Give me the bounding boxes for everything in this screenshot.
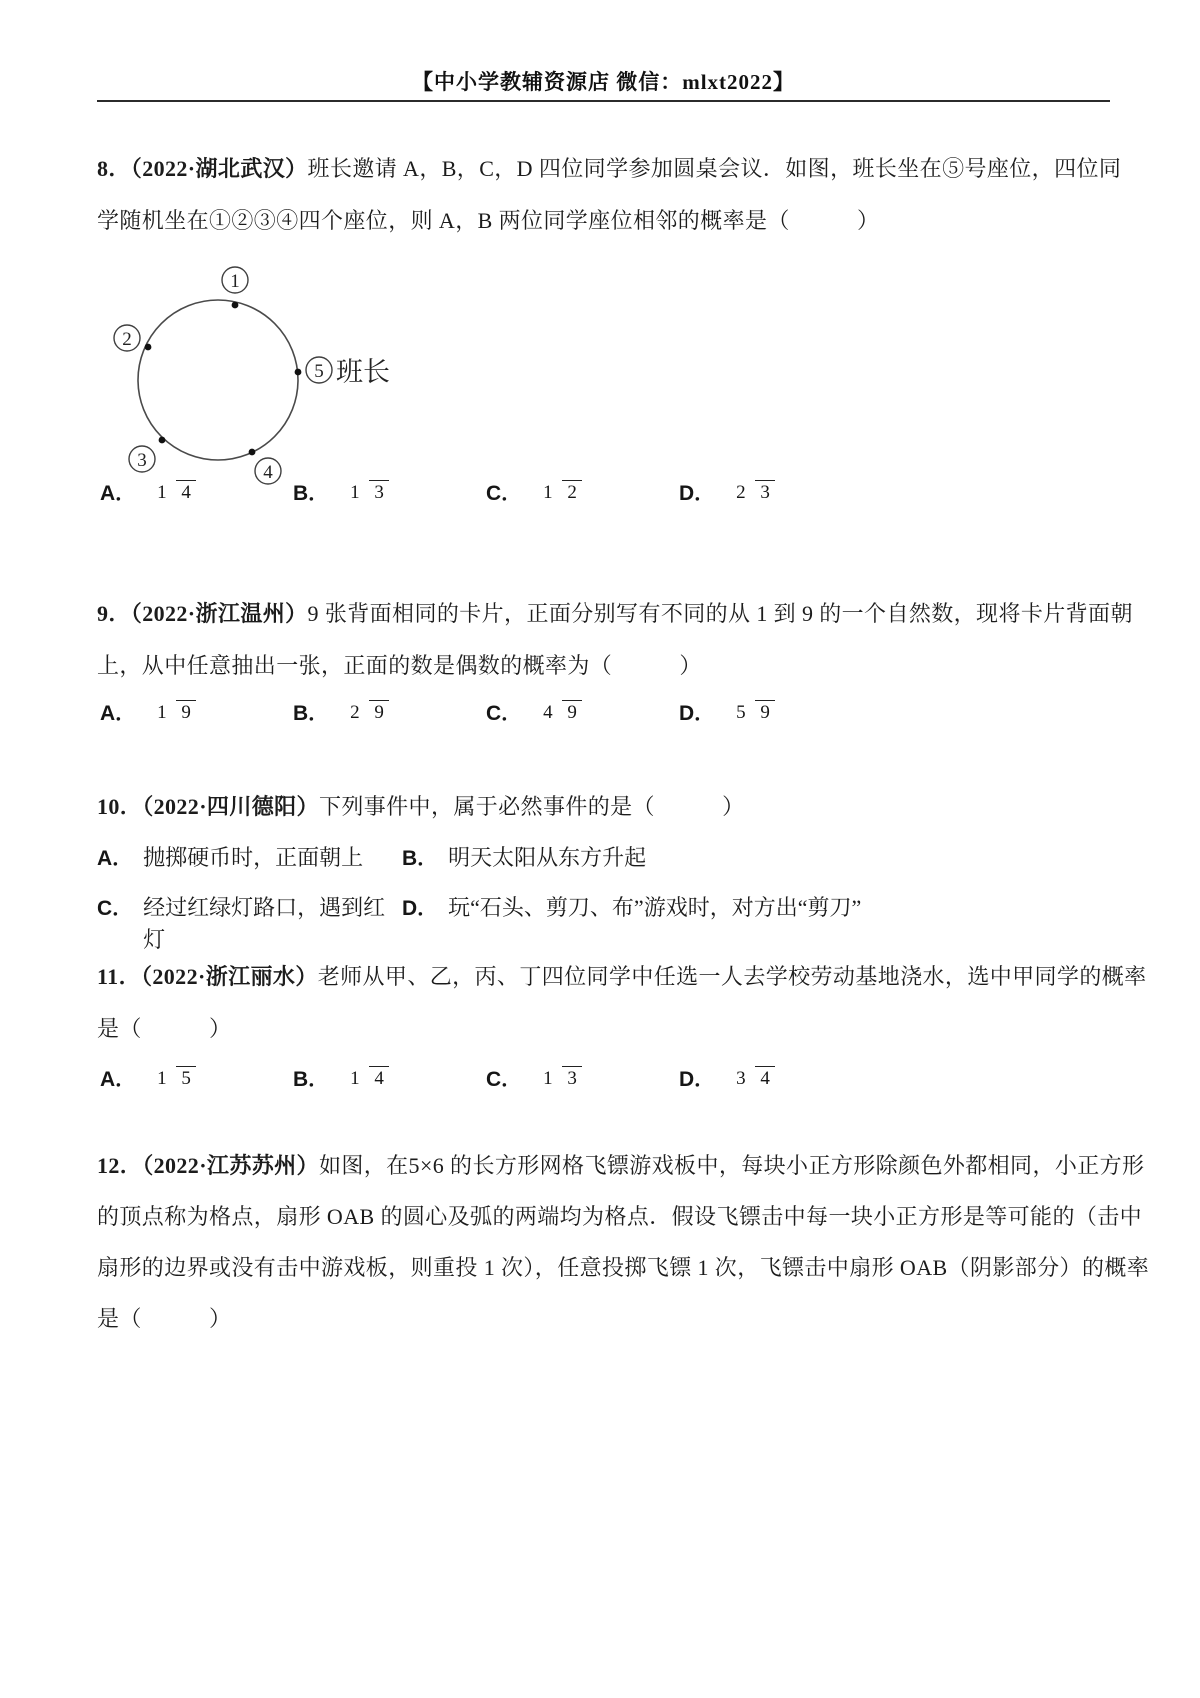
- fraction-denominator: 9: [562, 700, 582, 723]
- question-11-prefix: 11．（2022·浙江丽水）: [97, 964, 318, 989]
- question-11: [97, 951, 1147, 1055]
- q11-option-b-letter: B．: [293, 1068, 330, 1091]
- seat-dot-4: [249, 449, 256, 456]
- question-12-line1: [97, 1140, 1145, 1191]
- question-11-text: 老师从甲、乙，丙、丁四位同学中任选一人去学校劳动基地浇水，选中甲同学的概率: [317, 964, 1147, 989]
- question-10-options-ab: [97, 842, 1110, 875]
- q10-option-d-text: 玩“石头、剪刀、布”游戏时，对方出“剪刀”: [448, 895, 862, 920]
- fraction-numerator: 1: [543, 1067, 553, 1089]
- question-10: [97, 786, 1110, 828]
- fraction-denominator: 9: [755, 700, 775, 723]
- fraction: [345, 702, 389, 723]
- fraction-numerator: 2: [736, 481, 746, 503]
- fraction-numerator: 1: [157, 1067, 167, 1089]
- fraction-numerator: 1: [543, 481, 553, 503]
- question-10-text: 下列事件中，属于必然事件的是（ ）: [318, 794, 745, 819]
- fraction-numerator: 5: [736, 701, 746, 723]
- question-8-line1: [97, 143, 1122, 195]
- fraction: [152, 482, 196, 503]
- q10-option-b-letter: B．: [402, 847, 439, 870]
- fraction-denominator: 2: [562, 480, 582, 503]
- seat-dot-3: [159, 437, 166, 444]
- q10-option-a-text: 抛掷硬币时，正面朝上: [143, 845, 364, 870]
- q10-option-c-text: 经过红绿灯路口，遇到红灯: [143, 895, 386, 952]
- q10-option-d: [402, 892, 861, 956]
- question-9-line1: [97, 588, 1133, 640]
- question-9: [97, 588, 1133, 692]
- fraction-numerator: 1: [350, 481, 360, 503]
- fraction-denominator: 9: [176, 700, 196, 723]
- svg-text:4: 4: [263, 462, 273, 483]
- question-9-options: [97, 697, 1110, 727]
- q9-option-d: [676, 697, 869, 727]
- fraction: [345, 1068, 389, 1089]
- fraction-denominator: 4: [755, 1066, 775, 1089]
- svg-text:3: 3: [137, 450, 147, 471]
- fraction-numerator: 1: [157, 701, 167, 723]
- question-8: [97, 143, 1122, 247]
- fraction: [538, 702, 582, 723]
- question-12: [97, 1140, 1150, 1344]
- seat-label-3: [129, 446, 155, 472]
- q10-option-a: [97, 842, 402, 875]
- question-12-prefix: 12．（2022·江苏苏州）: [97, 1153, 319, 1178]
- svg-text:2: 2: [122, 329, 132, 350]
- fraction: [152, 1068, 196, 1089]
- q11-option-a: [97, 1063, 290, 1093]
- q9-option-b: [290, 697, 483, 727]
- fraction: [538, 482, 582, 503]
- q10-option-d-letter: D．: [402, 897, 439, 920]
- q11-option-c: [483, 1063, 676, 1093]
- q10-option-a-letter: A．: [97, 847, 134, 870]
- q9-option-d-letter: D．: [679, 702, 716, 725]
- q8-option-a: [97, 477, 290, 507]
- question-11-options: [97, 1063, 1110, 1093]
- q8-option-b: [290, 477, 483, 507]
- q8-option-d-letter: D．: [679, 482, 716, 505]
- fraction: [731, 1068, 775, 1089]
- question-11-line2: 是（ ）: [97, 1016, 232, 1041]
- q10-option-c: [97, 892, 402, 956]
- question-12-line4: 是（ ）: [97, 1306, 232, 1331]
- fraction-numerator: 4: [543, 701, 553, 723]
- fraction: [152, 702, 196, 723]
- q8-option-c-letter: C．: [486, 482, 523, 505]
- question-12-line2: 的顶点称为格点，扇形 OAB 的圆心及弧的两端均为格点．假设飞镖击中每一块小正方形是等可能的（击中: [97, 1204, 1143, 1229]
- q11-option-c-letter: C．: [486, 1068, 523, 1091]
- seat-dot-5: [295, 369, 302, 376]
- round-table-diagram: [100, 250, 460, 490]
- q10-option-b: [402, 842, 646, 875]
- fraction-numerator: 1: [350, 1067, 360, 1089]
- fraction: [731, 482, 775, 503]
- seat-label-5-monitor: [306, 357, 390, 387]
- q9-option-c-letter: C．: [486, 702, 523, 725]
- question-9-line2: 上，从中任意抽出一张，正面的数是偶数的概率为（ ）: [97, 653, 702, 678]
- fraction-denominator: 3: [369, 480, 389, 503]
- q10-option-b-text: 明天太阳从东方升起: [448, 845, 647, 870]
- fraction-numerator: 3: [736, 1067, 746, 1089]
- q9-option-b-letter: B．: [293, 702, 330, 725]
- q10-option-c-letter: C．: [97, 897, 134, 920]
- q8-option-a-letter: A．: [100, 482, 137, 505]
- question-10-prefix: 10．（2022·四川德阳）: [97, 794, 319, 819]
- header-divider: [97, 100, 1110, 102]
- seat-dot-1: [232, 302, 239, 309]
- question-12-line3: 扇形的边界或没有击中游戏板，则重投 1 次），任意投掷飞镖 1 次，飞镖击中扇形 OAB（阴影部分）的概率: [97, 1255, 1150, 1280]
- fraction: [731, 702, 775, 723]
- q9-option-c: [483, 697, 676, 727]
- svg-text:1: 1: [230, 271, 240, 292]
- fraction-numerator: 1: [157, 481, 167, 503]
- q8-option-b-letter: B．: [293, 482, 330, 505]
- fraction-denominator: 3: [562, 1066, 582, 1089]
- question-8-line2: 学随机坐在①②③④四个座位，则 A，B 两位同学座位相邻的概率是（ ）: [97, 208, 880, 233]
- question-12-text: 如图，在5×6 的长方形网格飞镖游戏板中，每块小正方形除颜色外都相同，小正方形: [318, 1153, 1145, 1178]
- q9-option-a-letter: A．: [100, 702, 137, 725]
- q11-option-d: [676, 1063, 869, 1093]
- fraction: [538, 1068, 582, 1089]
- q9-option-a: [97, 697, 290, 727]
- q11-option-b: [290, 1063, 483, 1093]
- question-9-prefix: 9．（2022·浙江温州）: [97, 601, 308, 626]
- question-8-options: [97, 477, 1110, 507]
- fraction-numerator: 2: [350, 701, 360, 723]
- fraction: [345, 482, 389, 503]
- fraction-denominator: 3: [755, 480, 775, 503]
- question-8-prefix: 8．（2022·湖北武汉）: [97, 156, 308, 181]
- fraction-denominator: 4: [176, 480, 196, 503]
- seat-dot-2: [145, 344, 152, 351]
- seat-label-2: [114, 325, 140, 351]
- page-header: 【中小学教辅资源店 微信：mlxt2022】: [411, 70, 796, 94]
- svg-text:5: 5: [314, 361, 324, 382]
- monitor-label: 班长: [336, 357, 390, 387]
- q8-option-d: [676, 477, 869, 507]
- seat-label-1: [222, 267, 248, 293]
- question-11-line1: [97, 951, 1147, 1003]
- q11-option-d-letter: D．: [679, 1068, 716, 1091]
- fraction-denominator: 9: [369, 700, 389, 723]
- q11-option-a-letter: A．: [100, 1068, 137, 1091]
- question-10-options-cd: [97, 892, 1110, 956]
- question-9-text: 9 张背面相同的卡片，正面分别写有不同的从 1 到 9 的一个自然数，现将卡片背面朝: [307, 601, 1133, 626]
- q8-option-c: [483, 477, 676, 507]
- fraction-denominator: 4: [369, 1066, 389, 1089]
- fraction-denominator: 5: [176, 1066, 196, 1089]
- question-8-text: 班长邀请 A，B，C，D 四位同学参加圆桌会议．如图，班长坐在⑤号座位，四位同: [307, 156, 1122, 181]
- table-circle: [138, 300, 298, 460]
